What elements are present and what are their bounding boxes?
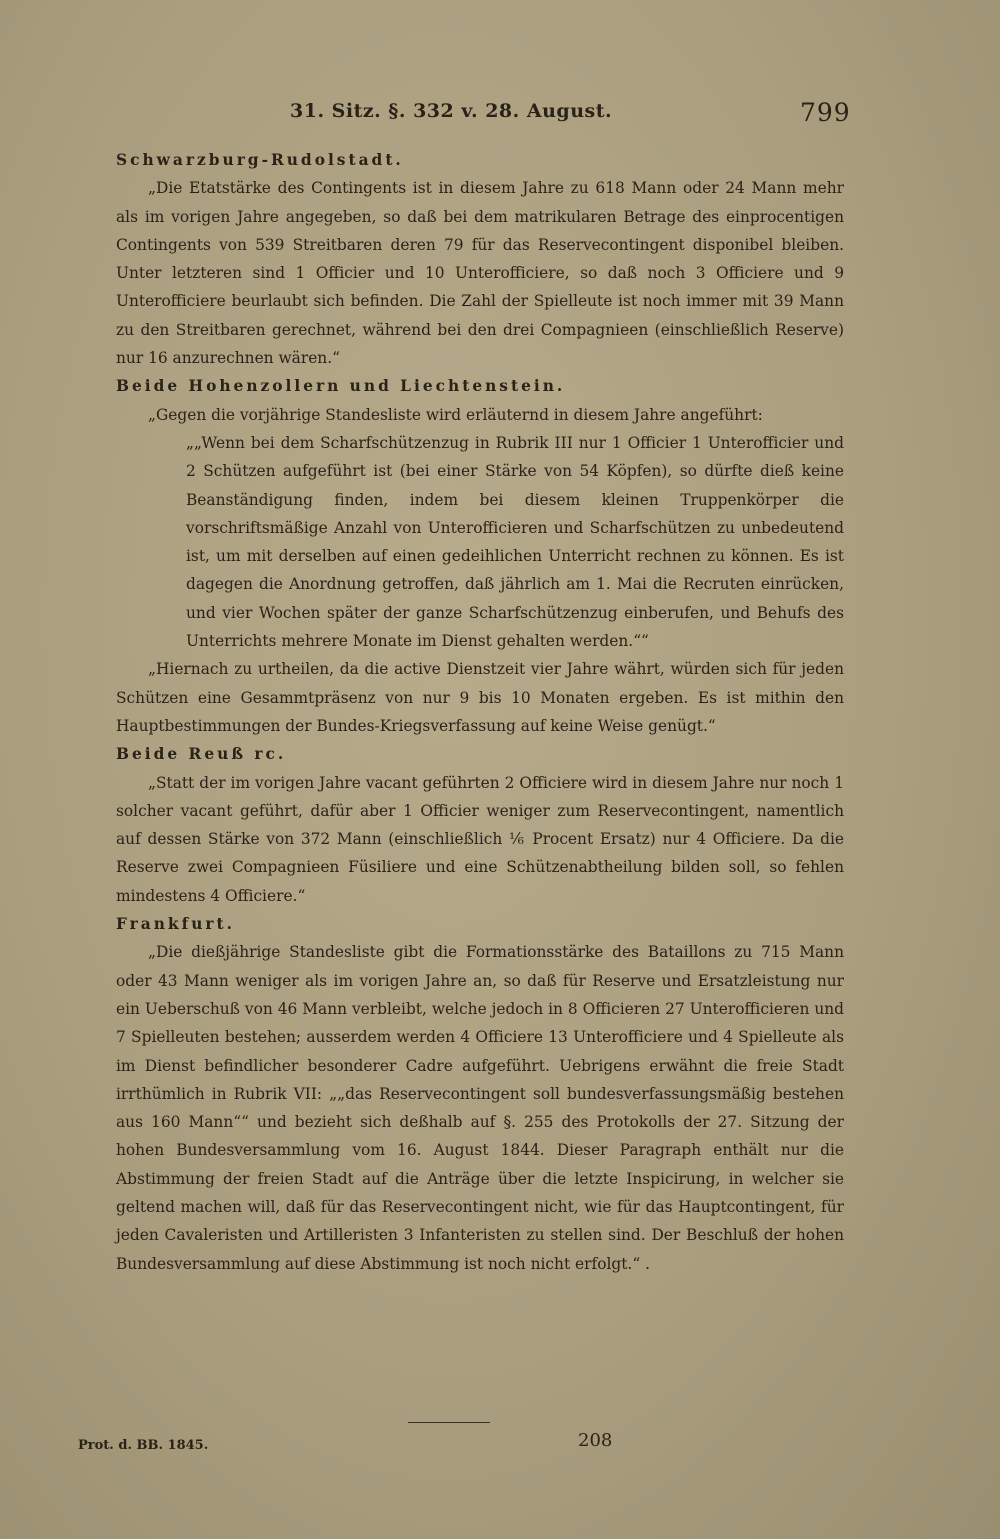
section-heading-reuss: Beide Reuß rc. [116, 745, 287, 764]
page-number: 799 [800, 98, 851, 127]
signature-number: 208 [578, 1430, 613, 1451]
text-body [116, 146, 844, 1278]
quoted-block [116, 429, 844, 655]
paragraph-reuss: „Statt der im vorigen Jahre vacant geführten 2 Officiere wird in diesem Jahre nur noch 1 solcher vacant geführt, dafür aber 1 Officier weniger zum Reservecontingent, namentlich auf dessen Stärke von 372 Mann (einschließlich ⅙ Procent Ersatz) nur 4 Officiere. Da die Reserve zwei Compagnieen Füsiliere und eine Schützenabtheilung bilden soll, so fehlen mindestens 4 Officiere.“ [116, 773, 844, 905]
section-heading-frankfurt: Frankfurt. [116, 915, 235, 934]
paragraph-frankfurt: „Die dießjährige Standesliste gibt die Formationsstärke des Bataillons zu 715 Mann oder 43 Mann weniger als im vorigen Jahre an, so daß für Reserve und Ersatzleistung nur ein Ueberschuß von 46 Mann verbleibt, welche jedoch in 8 Officieren 27 Unterofficieren und 7 Spielleuten bestehen; ausserdem werden 4 Officiere 13 Unterofficiere und 4 Spielleute als im Dienst befindlicher besonderer Cadre aufgeführt. Uebrigens erwähnt die freie Stadt irrthümlich in Rubrik VII: „„das Reservecontingent soll bundesverfassungsmäßig bestehen aus 160 Mann““ und bezieht sich deßhalb auf §. 255 des Protokolls der 27. Sitzung der hohen Bundesversammlung vom 16. August 1844. Dieser Paragraph enthält nur die Abstimmung der freien Stadt auf die Anträge über die letzte Inspicirung, in welcher sie geltend machen will, daß für das Reservecontingent nicht, wie für das Hauptcontingent, für jeden Cavaleristen und Artilleristen 3 Infanteristen zu stellen sind. Der Beschluß der hohen Bundesversammlung auf diese Abstimmung ist noch nicht erfolgt.“ . [116, 943, 844, 1273]
paragraph-hohenzollern-intro: „Gegen die vorjährige Standesliste wird erläuternd in diesem Jahre angeführt: [148, 405, 763, 424]
paragraph-hohenzollern-after: „Hiernach zu urtheilen, da die active Dienstzeit vier Jahre währt, würden sich für jeden Schützen eine Gesammtpräsenz von nur 9 bis 10 Monaten ergeben. Es ist mithin den Hauptbestimmungen der Bundes-Kriegsverfassung auf keine Weise genügt.“ [116, 660, 844, 735]
section-heading-hohenzollern: Beide Hohenzollern und Liechtenstein. [116, 377, 566, 396]
running-header: 31. Sitz. §. 332 v. 28. August. [290, 100, 613, 122]
footer-rule [408, 1422, 490, 1423]
section-heading-schwarzburg: Schwarzburg-Rudolstadt. [116, 151, 404, 169]
footer-protocol-ref: Prot. d. BB. 1845. [78, 1438, 209, 1453]
paragraph-schwarzburg: „Die Etatstärke des Contingents ist in diesem Jahre zu 618 Mann oder 24 Mann mehr als im vorigen Jahre angegeben, so daß bei dem matrikularen Betrage des einprocentigen Contingents von 539 Streitbaren deren 79 für das Reservecontingent disponibel bleiben. Unter letzteren sind 1 Officier und 10 Unterofficiere, so daß noch 3 Officiere und 9 Unterofficiere beurlaubt sich befinden. Die Zahl der Spielleute ist noch immer mit 39 Mann zu den Streitbaren gerechnet, während bei den drei Compagnieen (einschließlich Reserve) nur 16 anzurechnen wären.“ [116, 179, 844, 368]
paragraph-hohenzollern-quote: „„Wenn bei dem Scharfschützenzug in Rubrik III nur 1 Officier 1 Unterofficier und 2 Schützen aufgeführt ist (bei einer Stärke von 54 Köpfen), so dürfte dieß keine Beanständigung finden, indem bei diesem kleinen Truppenkörper die vorschriftsmäßige Anzahl von Unterofficieren und Scharfschützen zu unbedeutend ist, um mit derselben auf einen gedeihlichen Unterricht rechnen zu können. Es ist dagegen die Anordnung getroffen, daß jährlich am 1. Mai die Recruten einrücken, und vier Wochen später der ganze Scharfschützenzug einberufen, und Behufs des Unterrichts mehrere Monate im Dienst gehalten werden.““ [186, 433, 844, 651]
